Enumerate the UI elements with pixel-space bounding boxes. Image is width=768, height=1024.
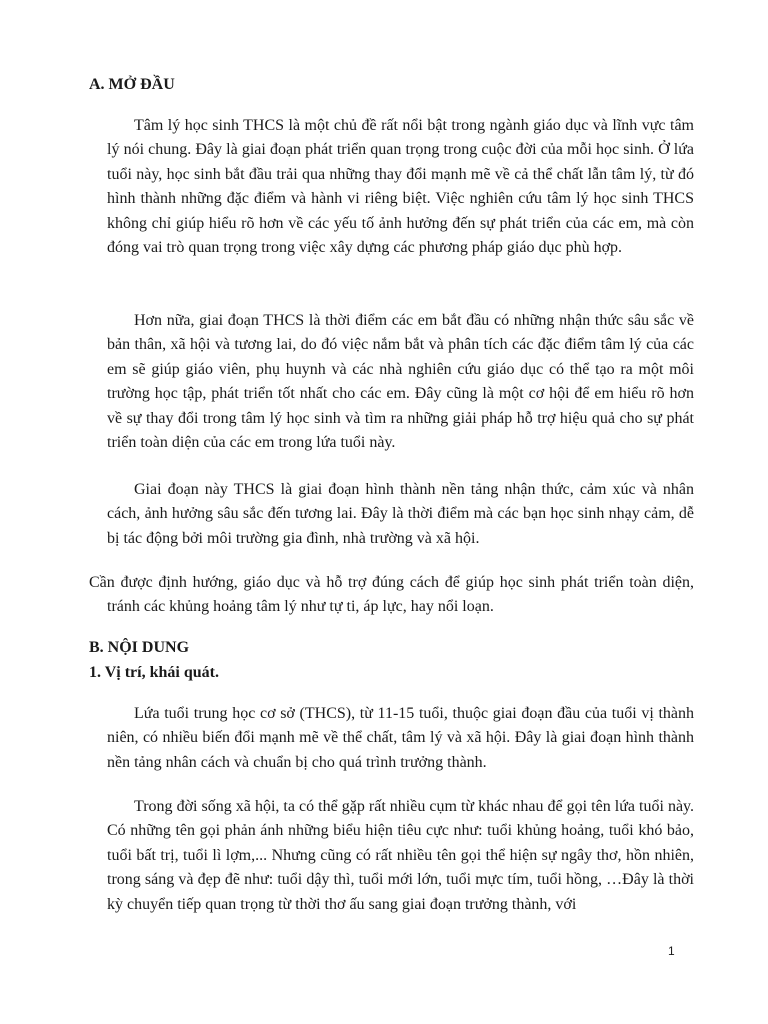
intro-paragraph-2: Hơn nữa, giai đoạn THCS là thời điểm các em bắt đầu có những nhận thức sâu sắc về bản thân, xã hội và tương lai, do đó việc nắm bắt và phân tích các đặc điểm tâm lý của các em sẽ giúp giáo viên, phụ huynh và các nhà nghiên cứu giáo dục có thể tạo ra một môi trường học tập, phát triển tốt nhất cho các em. Đây cũng là một cơ hội để em hiểu rõ hơn về sự thay đổi trong tâm lý học sinh và tìm ra những giải pháp hỗ trợ hiệu quả cho sự phát triển toàn diện của các em trong lứa tuổi này. xyxy=(107,312,694,452)
section-a-title: A. MỞ ĐẦU xyxy=(89,76,175,93)
intro-paragraph-1: Tâm lý học sinh THCS là một chủ đề rất nổi bật trong ngành giáo dục và lĩnh vực tâm lý nói chung. Đây là giai đoạn phát triển quan trọng trong cuộc đời của mỗi học sinh. Ở lứa tuổi này, học sinh bắt đầu trải qua những thay đổi mạnh mẽ về cả thể chất lẫn tâm lý, từ đó hình thành những đặc điểm và hành vi riêng biệt. Việc nghiên cứu tâm lý học sinh THCS không chỉ giúp hiểu rõ hơn về các yếu tố ảnh hưởng đến sự phát triển của các em, mà còn đóng vai trò quan trọng trong việc xây dựng các phương pháp giáo dục phù hợp. xyxy=(107,117,694,257)
intro-paragraph-3: Giai đoạn này THCS là giai đoạn hình thành nền tảng nhận thức, cảm xúc và nhân cách, ảnh hưởng sâu sắc đến tương lai. Đây là thời điểm mà các bạn học sinh nhạy cảm, dễ bị tác động bởi môi trường gia đình, nhà trường và xã hội. xyxy=(107,481,694,547)
section-b-title: B. NỘI DUNG xyxy=(89,639,190,656)
intro-paragraph-4: Cần được định hướng, giáo dục và hỗ trợ đúng cách để giúp học sinh phát triển toàn diện, tránh các khủng hoảng tâm lý như tự ti, áp lực, hay nổi loạn. xyxy=(89,574,694,616)
content-paragraph-2: Trong đời sống xã hội, ta có thể gặp rất nhiều cụm từ khác nhau để gọi tên lứa tuổi này. Có những tên gọi phản ánh những biểu hiện tiêu cực như: tuổi khủng hoảng, tuổi khó bảo, tuổi bất trị, tuổi lì lợm,... Nhưng cũng có rất nhiều tên gọi thể hiện sự ngây thơ, hồn nhiên, trong sáng và đẹp đẽ như: tuổi dậy thì, tuổi mới lớn, tuổi mực tím, tuổi hồng, …Đây là thời kỳ chuyển tiếp quan trọng từ thời thơ ấu sang giai đoạn trưởng thành, với xyxy=(107,798,694,913)
content-paragraph-1: Lứa tuổi trung học cơ sở (THCS), từ 11-15 tuổi, thuộc giai đoạn đầu của tuổi vị thành niên, có nhiều biến đổi mạnh mẽ về thể chất, tâm lý và xã hội. Đây là giai đoạn hình thành nền tảng nhân cách và chuẩn bị cho quá trình trưởng thành. xyxy=(107,705,694,771)
subsection-1-title: 1. Vị trí, khái quát. xyxy=(89,664,219,681)
page-number: 1 xyxy=(668,944,675,958)
